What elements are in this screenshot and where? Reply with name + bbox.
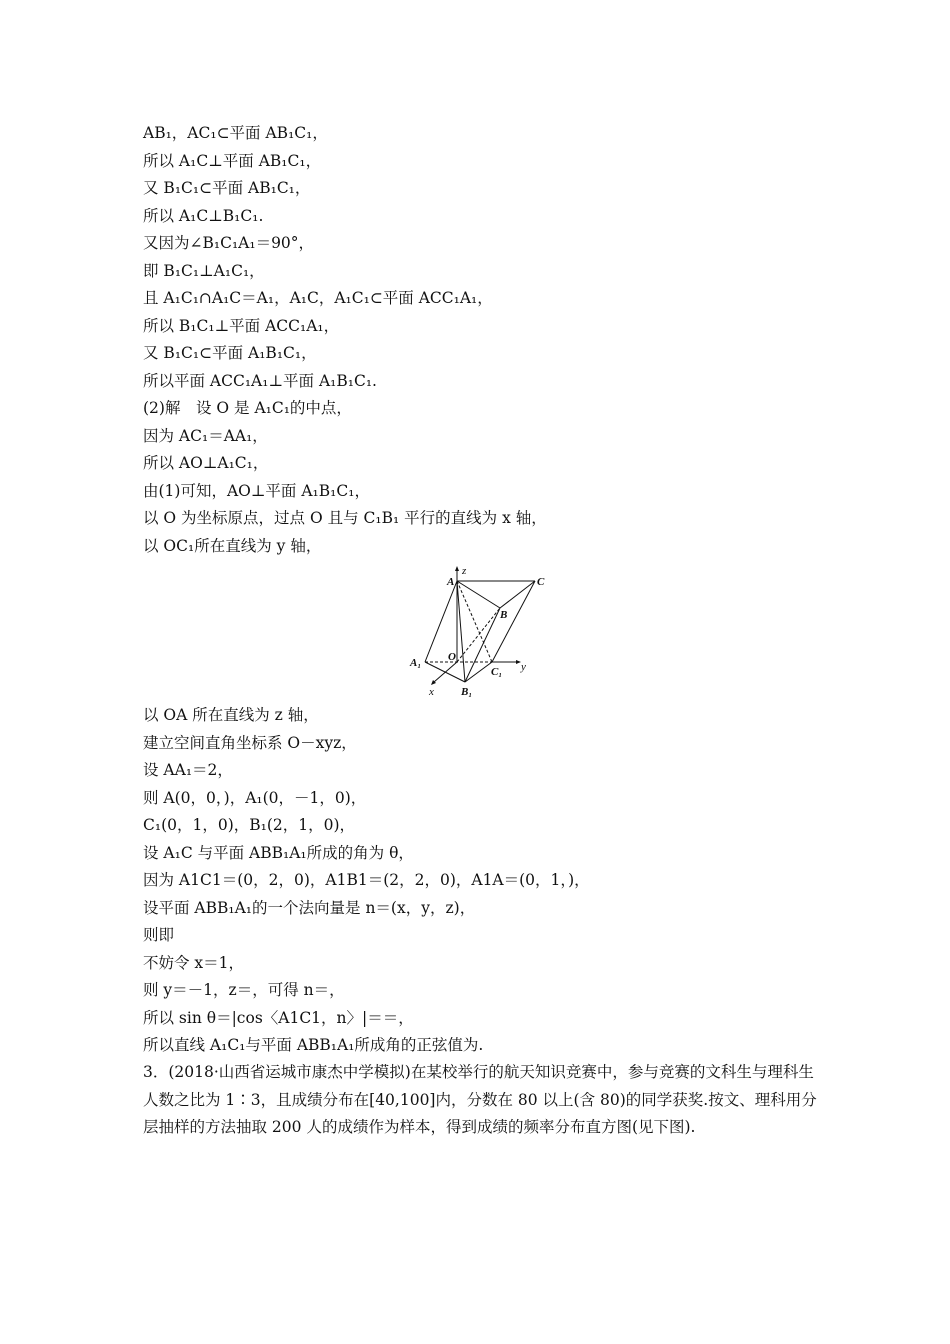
prism-diagram [400,565,550,700]
origin-label-O: O [448,651,456,663]
text-line: 又 B₁C₁⊂平面 AB₁C₁， [143,179,311,197]
text-line: 以 OC₁所在直线为 y 轴， [143,536,322,555]
text-line: AB₁，AC₁⊂平面 AB₁C₁， [143,124,328,142]
text-line: 所以平面 ACC₁A₁⊥平面 A₁B₁C₁. [143,371,377,390]
text-line: 设 A₁C 与平面 ABB₁A₁所成的角为 θ， [143,843,414,862]
axis-label-z: z [462,565,467,577]
text-line: 且 A₁C₁∩A₁C＝A₁，A₁C，A₁C₁⊂平面 ACC₁A₁， [143,289,493,307]
text-line: 建立空间直角坐标系 O－xyz， [143,733,357,752]
text-line: 不妨令 x＝1， [143,953,245,972]
text-line: (2)解 设 O 是 A₁C₁的中点， [143,399,352,417]
text-line: C₁(0，1，0)，B₁(2，1，0)， [143,816,356,834]
text-line: 所以 B₁C₁⊥平面 ACC₁A₁， [143,316,340,335]
vertex-label-C1: C₁ [491,666,503,678]
text-line: 又因为∠B₁C₁A₁＝90°， [143,234,315,252]
text-line: 所以 AO⊥A₁C₁， [143,454,269,472]
text-line: 以 OA 所在直线为 z 轴， [143,706,319,724]
axis-label-y: y [521,661,526,673]
text-line: 设平面 ABB₁A₁的一个法向量是 n＝(x，y，z)， [143,898,476,917]
axis-label-x: x [429,686,434,698]
text-line: 由(1)可知，AO⊥平面 A₁B₁C₁， [143,481,370,500]
vertex-label-A: A [447,576,455,588]
text-line: 则 y＝－1，z＝，可得 n＝， [143,981,345,999]
text-line: 设 AA₁＝2， [143,761,233,779]
vertex-label-B: B [500,609,508,621]
text-line: 又 B₁C₁⊂平面 A₁B₁C₁， [143,344,317,362]
text-line: 因为 A1C1＝(0，2，0)，A1B1＝(2，2，0)，A1A＝(0，1，)， [143,871,590,889]
text-line: 即 B₁C₁⊥A₁C₁， [143,261,265,280]
text-line: 所以直线 A₁C₁与平面 ABB₁A₁所成角的正弦值为. [143,1036,484,1054]
problem-3-text: 3．(2018·山西省运城市康杰中学模拟)在某校举行的航天知识竞赛中，参与竞赛的文科生与理科生人数之比为 1∶3，且成绩分布在[40,100]内，分数在 80 以上(含 80)的同学获奖.按文、理科用分层抽样的方法抽取 200 人的成绩作为样本，得到成绩的频率分布直方图(见下图). [143,1063,817,1136]
vertex-label-A1: A₁ [410,657,422,669]
prism-figure [400,565,550,700]
vertex-label-B1: B₁ [461,686,473,698]
text-line: 因为 AC₁＝AA₁， [143,426,268,445]
text-line: 所以 A₁C⊥B₁C₁. [143,206,264,225]
text-line: 所以 sin θ＝|cos〈A1C1，n〉|＝＝， [143,1008,414,1027]
text-line: 所以 A₁C⊥平面 AB₁C₁， [143,151,322,170]
text-line: 以 O 为坐标原点，过点 O 且与 C₁B₁ 平行的直线为 x 轴， [143,509,547,527]
vertex-label-C: C [537,576,545,588]
text-line: 则即 [143,926,175,944]
text-line: 则 A(0，0，)，A₁(0，－1，0)， [143,788,367,807]
